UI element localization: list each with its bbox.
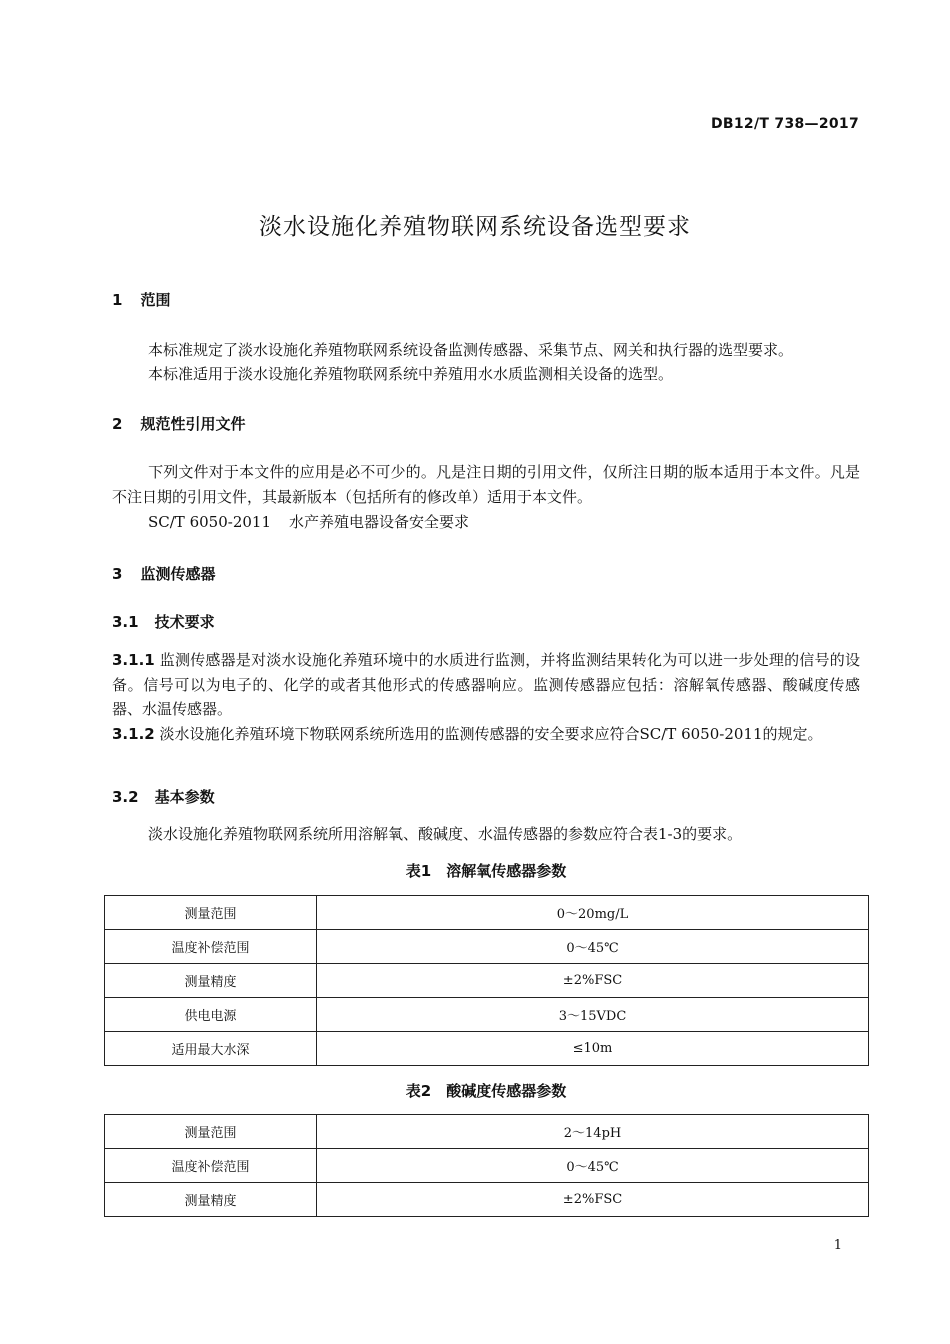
section-2-para-1-text: 下列文件对于本文件的应用是必不可少的。凡是注日期的引用文件，仅所注日期的版本适用于本文件。凡是不注日期的引用文件，其最新版本（包括所有的修改单）适用于本文件。: [112, 463, 860, 506]
table-cell-value: 0～45℃: [317, 930, 869, 964]
clause-3-1-2: [112, 722, 860, 747]
section-3-1-number: 3.1: [112, 613, 139, 631]
table-cell-key: 测量精度: [105, 964, 317, 998]
table-row: [105, 1149, 869, 1183]
normative-reference: [148, 510, 469, 534]
section-3-2-para: 淡水设施化养殖物联网系统所用溶解氧、酸碱度、水温传感器的参数应符合表1-3的要求。: [148, 825, 743, 843]
section-3-1-heading: [112, 611, 215, 632]
section-1-title: 范围: [140, 291, 171, 309]
document-code: DB12/T 738—2017: [711, 116, 859, 132]
reference-code: SC/T 6050-2011: [148, 513, 271, 531]
section-2-title: 规范性引用文件: [140, 415, 246, 433]
table-row: [105, 930, 869, 964]
clause-3-1-1: [112, 648, 860, 722]
table-cell-value: ≤10m: [317, 1032, 869, 1066]
table-1: [104, 895, 869, 1066]
section-1-number: 1: [112, 291, 123, 309]
table-cell-key: 测量范围: [105, 1115, 317, 1149]
table-cell-key: 适用最大水深: [105, 1032, 317, 1066]
table-row: [105, 998, 869, 1032]
table-row: [105, 1032, 869, 1066]
table-cell-key: 温度补偿范围: [105, 930, 317, 964]
section-1-para-1: 本标准规定了淡水设施化养殖物联网系统设备监测传感器、采集节点、网关和执行器的选型要求。: [148, 341, 794, 359]
table-cell-value: ±2%FSC: [317, 1183, 869, 1217]
table-row: [105, 1115, 869, 1149]
section-3-1-title: 技术要求: [154, 613, 215, 631]
section-2-para-1: [112, 460, 860, 509]
table-cell-value: 2～14pH: [317, 1115, 869, 1149]
table-2-caption: 表2 酸碱度传感器参数: [405, 1082, 567, 1100]
table-cell-value: 0～45℃: [317, 1149, 869, 1183]
section-3-number: 3: [112, 565, 123, 583]
page-number: 1: [833, 1238, 842, 1253]
section-3-2-heading: [112, 786, 215, 807]
table-cell-value: ±2%FSC: [317, 964, 869, 998]
clause-3-1-2-number: 3.1.2: [112, 725, 155, 743]
section-2-heading: [112, 413, 245, 434]
clause-3-1-2-text: 淡水设施化养殖环境下物联网系统所选用的监测传感器的安全要求应符合SC/T 6050-2011的规定。: [159, 725, 823, 743]
table-row: [105, 896, 869, 930]
table-cell-value: 3～15VDC: [317, 998, 869, 1032]
document-title: 淡水设施化养殖物联网系统设备选型要求: [259, 214, 691, 240]
section-2-number: 2: [112, 415, 123, 433]
table-2: [104, 1114, 869, 1217]
reference-title: 水产养殖电器设备安全要求: [289, 513, 470, 531]
section-1-heading: [112, 289, 170, 310]
section-1-para-2: 本标准适用于淡水设施化养殖物联网系统中养殖用水水质监测相关设备的选型。: [148, 365, 674, 383]
section-3-heading: [112, 563, 215, 584]
table-cell-key: 温度补偿范围: [105, 1149, 317, 1183]
section-3-2-title: 基本参数: [154, 788, 215, 806]
clause-3-1-1-text: 监测传感器是对淡水设施化养殖环境中的水质进行监测，并将监测结果转化为可以进一步处理的信号的设备。信号可以为电子的、化学的或者其他形式的传感器响应。监测传感器应包括：溶解氧传感器、酸碱度传感器、水温传感器。: [112, 651, 860, 718]
clause-3-1-1-number: 3.1.1: [112, 651, 155, 669]
table-row: [105, 1183, 869, 1217]
table-cell-value: 0～20mg/L: [317, 896, 869, 930]
table-row: [105, 964, 869, 998]
table-1-caption: 表1 溶解氧传感器参数: [405, 862, 567, 880]
table-cell-key: 供电电源: [105, 998, 317, 1032]
table-cell-key: 测量精度: [105, 1183, 317, 1217]
table-cell-key: 测量范围: [105, 896, 317, 930]
section-3-title: 监测传感器: [140, 565, 216, 583]
section-3-2-number: 3.2: [112, 788, 139, 806]
